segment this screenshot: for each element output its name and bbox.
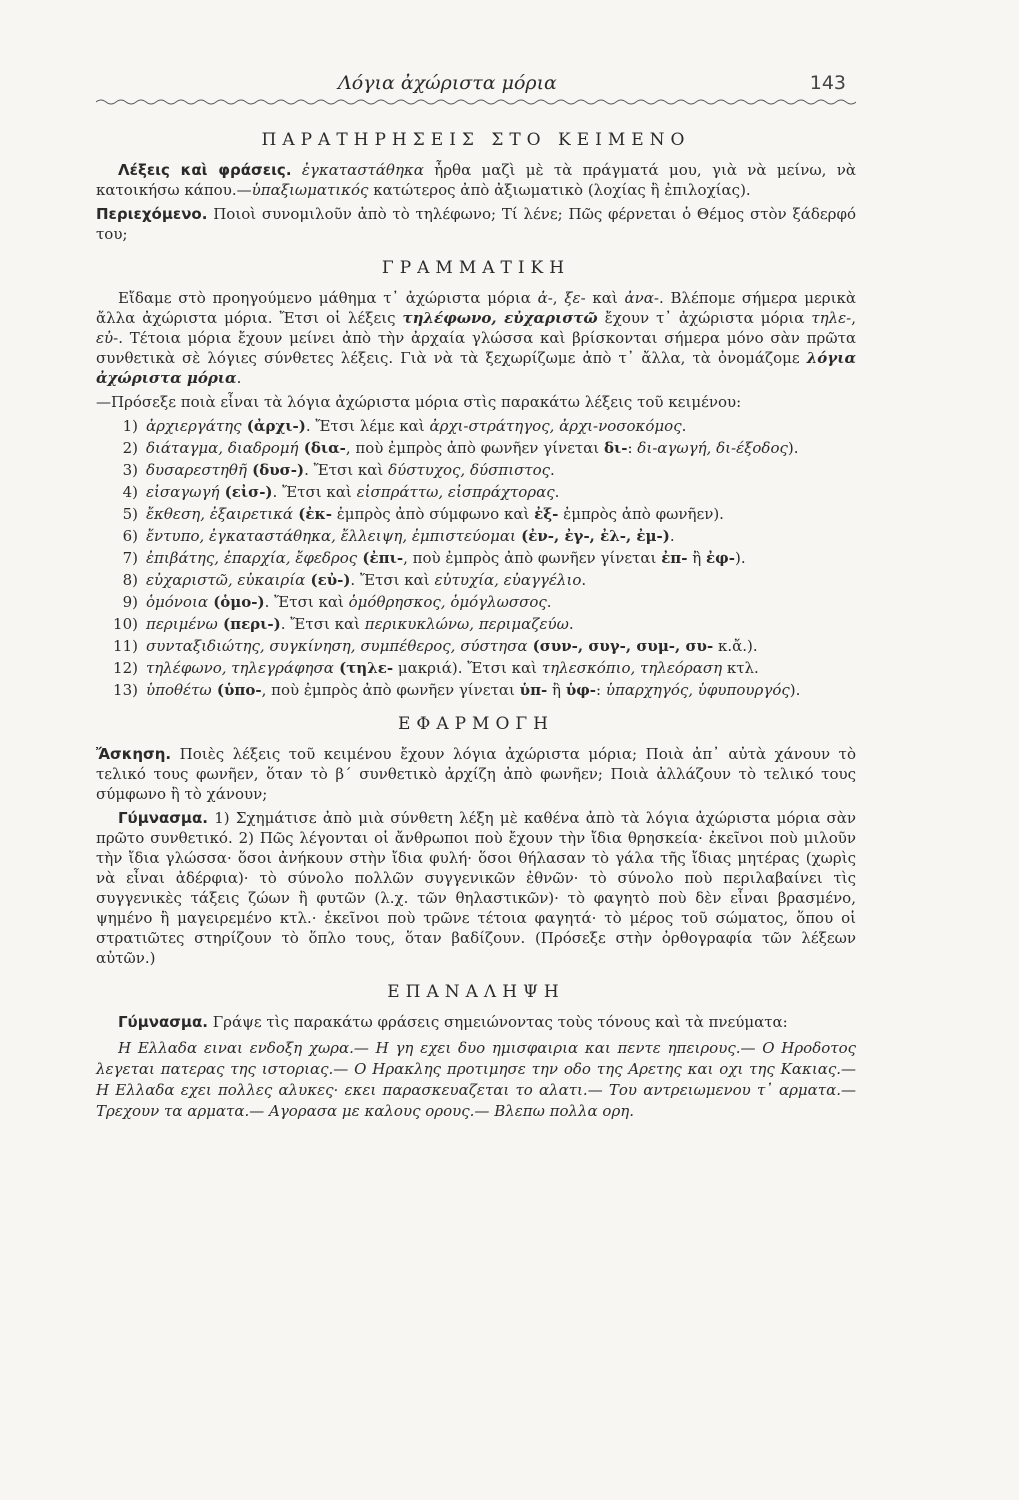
term: λόγια ἀχώριστα μόρια	[96, 349, 856, 387]
text: . Ἔτσι καὶ	[264, 593, 349, 611]
text: ἦρθα μαζὶ μὲ τὰ πράγματά μου, γιὰ νὰ μείνω, νὰ κατοικήσω κάπου.—	[96, 161, 856, 199]
section-heading-observations: ΠΑΡΑΤΗΡΗΣΕΙΣ ΣΤΟ ΚΕΙΜΕΝΟ	[261, 130, 691, 150]
term: ἀνα-	[624, 289, 659, 307]
text: κ.ἄ.).	[713, 637, 758, 655]
term: εἰσπράττω, εἰσπράχτορας	[356, 483, 555, 501]
term: τηλέφωνο, τηλεγράφησα	[146, 659, 334, 677]
prefix: (τηλε-	[333, 659, 394, 677]
text: ,	[851, 309, 857, 327]
term: εὐχαριστῶ, εὐκαιρία	[146, 571, 306, 589]
prefix: (εἰσ-)	[219, 483, 273, 501]
text: , ποὺ ἐμπρὸς ἀπὸ φωνῆεν γίνεται	[345, 439, 604, 457]
list-item	[96, 548, 856, 568]
label-exercise: Ἄσκηση.	[96, 745, 172, 763]
prefix: ὑφ-	[565, 681, 597, 699]
term: εὐ-	[96, 329, 119, 347]
item-number: 2)	[122, 439, 138, 457]
term: ὁμόθρησκος, ὁμόγλωσσος	[348, 593, 547, 611]
prefix: (ἀρχι-)	[241, 417, 306, 435]
prefix: ἐξ-	[534, 505, 559, 523]
paragraph-words-phrases	[96, 160, 856, 200]
text: :	[627, 439, 638, 457]
prefix: ὑπ-	[519, 681, 548, 699]
text: :	[596, 681, 606, 699]
list-item	[96, 592, 856, 612]
prefix: (συν-, συγ-, συμ-, συ-	[527, 637, 714, 655]
term: ἀρχι-στράτηγος, ἀρχι-νοσοκόμος	[429, 417, 682, 435]
term: ὁμόνοια	[146, 593, 208, 611]
text: Ποιοὶ συνομιλοῦν ἀπὸ τὸ τηλέφωνο; Τί λένε; Πῶς φέρνεται ὁ Θέμος στὸν ξάδερφό του;	[96, 205, 856, 243]
section-heading-review: ΕΠΑΝΑΛΗΨΗ	[387, 982, 565, 1002]
text: Ποιὲς λέξεις τοῦ κειμένου ἔχουν λόγια ἀχώριστα μόρια; Ποιὰ ἀπ᾿ αὐτὰ χάνουν τὸ τελικό τους φωνῆεν, ὅταν τὸ β΄ συνθετικὸ ἀρχίζη ἀπὸ φωνῆεν; Ποιὰ ἀλλάζουν τὸ τελικό τους σύμφωνο ἢ τὸ χάνουν;	[96, 745, 856, 803]
section-heading-grammar: ΓΡΑΜΜΑΤΙΚΗ	[381, 258, 571, 278]
item-number: 6)	[122, 527, 138, 545]
paragraph-drill	[96, 808, 856, 968]
text: .	[550, 461, 555, 479]
text: .	[669, 527, 675, 545]
list-item	[96, 658, 856, 678]
term: εἰσαγωγή	[146, 483, 220, 501]
label-content: Περιεχόμενο.	[96, 205, 208, 223]
term: τηλέφωνο, εὐχαριστῶ	[402, 309, 598, 327]
text: ).	[734, 549, 746, 567]
term: ὑπαξιωματικός	[251, 181, 369, 199]
item-number: 13)	[113, 681, 138, 699]
label-words-phrases: Λέξεις καὶ φράσεις.	[118, 161, 292, 179]
item-number: 11)	[113, 637, 138, 655]
prefix: (ὁμο-)	[207, 593, 265, 611]
text: . Ἔτσι καὶ	[350, 571, 435, 589]
page-body	[96, 130, 856, 1122]
term: ἐπιβάτης, ἐπαρχία, ἔφεδρος	[146, 549, 358, 567]
item-number: 12)	[113, 659, 138, 677]
prefix: (εὐ-)	[305, 571, 351, 589]
list-item	[96, 482, 856, 502]
prefix: (ὑπο-	[211, 681, 262, 699]
list-item	[96, 636, 856, 656]
term: ἐγκαταστάθηκα	[301, 161, 424, 179]
text: , ποὺ ἐμπρὸς ἀπὸ φωνῆεν γίνεται	[403, 549, 662, 567]
text: .	[681, 417, 687, 435]
text: ἐμπρὸς ἀπὸ φωνῆεν).	[558, 505, 724, 523]
list-item	[96, 416, 856, 436]
prefix: ἐπ-	[661, 549, 688, 567]
text: ἐμπρὸς ἀπὸ σύμφωνο καὶ	[331, 505, 535, 523]
text: ,	[552, 289, 565, 307]
term: δύστυχος, δύσπιστος	[388, 461, 551, 479]
text: . Βλέπομε σήμερα μερικὰ ἄλλα ἀχώριστα μόρια. Ἔτσι οἱ λέξεις	[96, 289, 857, 327]
paragraph-review-drill	[96, 1012, 856, 1032]
paragraph-grammar-intro	[96, 288, 856, 388]
term: περιμένω	[146, 615, 218, 633]
text: Εἴδαμε στὸ προηγούμενο μάθημα τ᾿ ἀχώριστα μόρια	[118, 289, 538, 307]
text: ).	[789, 681, 801, 699]
text: .	[546, 593, 552, 611]
prefix: (δια-	[298, 439, 346, 457]
term: ὑπαρχηγός, ὑφυπουργός	[605, 681, 790, 699]
label-review-drill: Γύμνασμα.	[118, 1013, 208, 1031]
prefix: (ἐκ-	[293, 505, 332, 523]
section-heading-application: ΕΦΑΡΜΟΓΗ	[397, 714, 555, 734]
prefix: (ἐν-, ἐγ-, ἐλ-, ἐμ-)	[515, 527, 670, 545]
text: . Ἔτσι καὶ	[272, 483, 357, 501]
text: κτλ.	[722, 659, 759, 677]
term: ἔντυπο, ἐγκαταστάθηκα, ἔλλειψη, ἐμπιστεύομαι	[146, 527, 516, 545]
text: καὶ	[585, 289, 625, 307]
examples-list	[96, 416, 856, 700]
text: .	[568, 615, 574, 633]
list-item	[96, 460, 856, 480]
list-item	[96, 570, 856, 590]
text: 1) Σχημάτισε ἀπὸ μιὰ σύνθετη λέξη μὲ καθένα ἀπὸ τὰ λόγια ἀχώριστα μόρια σὰν πρῶτο συνθετικό. 2) Πῶς λέγονται οἱ ἄνθρωποι ποὺ ἔχουν τὴν ἴδια θρησκεία· ἐκεῖνοι ποὺ μιλοῦν τὴν ἴδια γλώσσα· ὅσοι ἀνήκουν στὴν ἴδια φυλή· ὅσοι θήλασαν τὸ γάλα τῆς ἴδιας μητέρας (χωρὶς νὰ εἶναι ἀδέρφια)· τὸ σύνολο πολλῶν συγγενικῶν ἐθνῶν· τὸ σύνολο ποὺ περιλαβαίνει τὶς συγγενικὲς τάξεις ζώων ἢ φυτῶν (λ.χ. τῶν θηλαστικῶν)· τὸ φαγητὸ ποὺ δὲν εἶναι βρασμένο, ψημένο ἢ μαγειρεμένο κτλ.· ἐκεῖνοι ποὺ τρῶνε τέτοια φαγητά· τὸ μέρος τοῦ σώματος, ὅπου οἱ στρατιῶτες στηρίζουν τὸ ὅπλο τους, ὅταν βαδίζουν. (Πρόσεξε στὴν ὀρθογραφία τῶν λέξεων αὐτῶν.)	[96, 809, 856, 967]
list-item	[96, 526, 856, 546]
text: . Ἔτσι καὶ	[280, 615, 365, 633]
term: διάταγμα, διαδρομή	[146, 439, 299, 457]
prefix: (δυσ-)	[246, 461, 305, 479]
list-item	[96, 438, 856, 458]
review-exercise-text: Η Ελλαδα ειναι ενδοξη χωρα.— Η γη εχει δυο ημισφαιρια και πεντε ηπειρους.— Ο Ηροδοτος λεγεται πατερας της ιστοριας.— Ο Ηρακλης προτιμησε την οδο της Αρετης και οχι της Κακιας.— Η Ελλαδα εχει πολλες αλυκες· εκει παρασκευαζεται το αλατι.— Του αντρειωμενου τ᾿ αρματα.— Τρεχουν τα αρματα.— Αγορασα με καλους ορους.— Βλεπω πολλα ορη.	[96, 1039, 856, 1120]
item-number: 10)	[113, 615, 138, 633]
page-number: 143	[809, 72, 846, 94]
item-number: 1)	[122, 417, 138, 435]
text: ἔχουν τ᾿ ἀχώριστα μόρια	[597, 309, 812, 327]
term: ὑποθέτω	[146, 681, 212, 699]
list-item	[96, 614, 856, 634]
paragraph-content	[96, 204, 856, 244]
text: . Ἔτσι καὶ	[304, 461, 389, 479]
prefix: ἐφ-	[706, 549, 735, 567]
prefix: δι-	[603, 439, 628, 457]
term: ἀρχιεργάτης	[146, 417, 242, 435]
item-number: 4)	[122, 483, 138, 501]
text: , ποὺ ἐμπρὸς ἀπὸ φωνῆεν γίνεται	[261, 681, 520, 699]
text: . Ἔτσι λέμε καὶ	[305, 417, 430, 435]
term: τηλεσκόπιο, τηλεόραση	[541, 659, 723, 677]
text: ).	[787, 439, 799, 457]
text: . Τέτοια μόρια ἔχουν μείνει ἀπὸ τὴν ἀρχαία γλώσσα καὶ βρίσκονται σήμερα μόνο σὰν πρῶτα συνθετικὰ σὲ λόγιες σύνθετες λέξεις. Γιὰ νὰ τὰ ξεχωρίζωμε ἀπὸ τ᾿ ἄλλα, τὰ ὀνομάζομε	[96, 329, 856, 367]
text: μακριά). Ἔτσι καὶ	[393, 659, 542, 677]
page-header	[96, 72, 856, 102]
paragraph-grammar-instruction: —Πρόσεξε ποιὰ εἶναι τὰ λόγια ἀχώριστα μόρια στὶς παρακάτω λέξεις τοῦ κειμένου:	[96, 393, 742, 411]
item-number: 7)	[122, 549, 138, 567]
term: συνταξιδιώτης, συγκίνηση, συμπέθερος, σύστησα	[146, 637, 528, 655]
text: .	[581, 571, 587, 589]
term: δυσαρεστηθῆ	[146, 461, 247, 479]
term: ξε-	[564, 289, 586, 307]
prefix: (περι-)	[217, 615, 281, 633]
item-number: 8)	[122, 571, 138, 589]
text: ἢ	[687, 549, 707, 567]
prefix: (ἐπι-	[357, 549, 404, 567]
item-number: 9)	[122, 593, 138, 611]
text: .	[554, 483, 560, 501]
term: ἔκθεση, ἐξαιρετικά	[146, 505, 294, 523]
label-drill: Γύμνασμα.	[118, 809, 208, 827]
text: .	[236, 369, 242, 387]
term: περικυκλώνω, περιμαζεύω	[364, 615, 569, 633]
list-item	[96, 504, 856, 524]
term: τηλε-	[811, 309, 852, 327]
item-number: 5)	[122, 505, 138, 523]
paragraph-exercise	[96, 744, 856, 804]
term: δι-αγωγή, δι-έξοδος	[637, 439, 788, 457]
text: ἢ	[547, 681, 566, 699]
item-number: 3)	[122, 461, 138, 479]
term: ἀ-	[537, 289, 553, 307]
running-title: Λόγια ἀχώριστα μόρια	[338, 72, 557, 94]
term: εὐτυχία, εὐαγγέλιο	[434, 571, 582, 589]
wavy-rule	[96, 98, 856, 106]
text: Γράψε τὶς παρακάτω φράσεις σημειώνοντας τοὺς τόνους καὶ τὰ πνεύματα:	[207, 1013, 788, 1031]
text: κατώτερος ἀπὸ ἀξιωματικὸ (λοχίας ἢ ἐπιλοχίας).	[368, 181, 751, 199]
list-item	[96, 680, 856, 700]
